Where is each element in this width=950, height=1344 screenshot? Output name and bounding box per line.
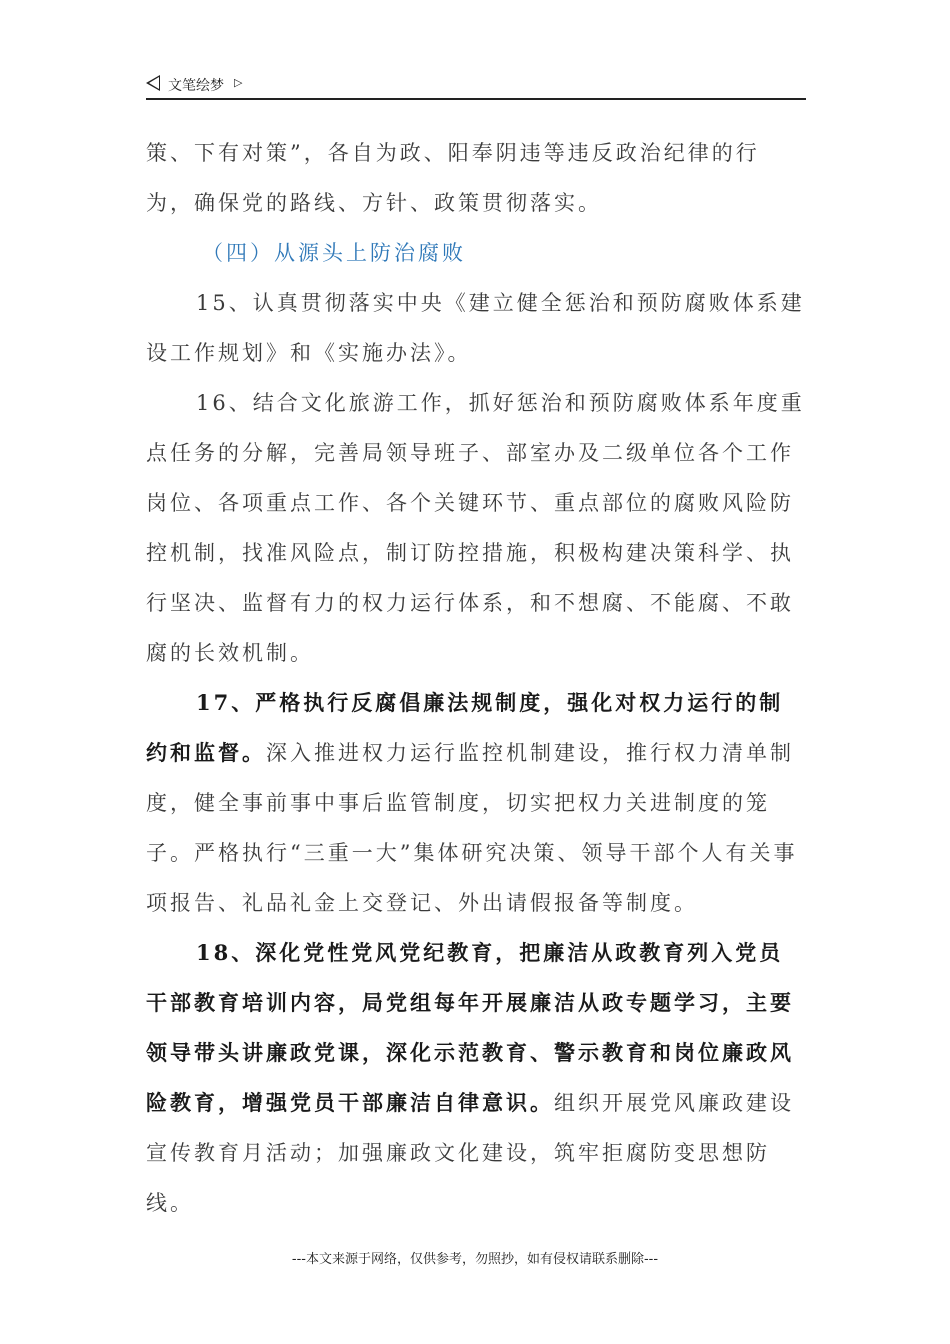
- left-triangle-icon: [146, 75, 160, 91]
- page-header: [146, 72, 806, 100]
- paragraph-17-lead: 17、严格执行反腐倡廉法规制度，强化对权力运行的制约和监督。: [146, 690, 784, 765]
- section-heading-4: （四）从源头上防治腐败: [202, 241, 466, 265]
- paragraph-15: 15、认真贯彻落实中央《建立健全惩治和预防腐败体系建设工作规划》和《实施办法》。: [146, 291, 805, 365]
- document-body: [146, 128, 806, 1228]
- paragraph-18-lead: 18、深化党性党风党纪教育，把廉洁从政教育列入党员干部教育培训内容，局党组每年开展廉洁从政专题学习，主要领导带头讲廉政党课，深化示范教育、警示教育和岗位廉政风险教育，增强党员干部廉洁自律意识。: [146, 940, 794, 1115]
- paragraph-18-body: 组织开展党风廉政建设宣传教育月活动；加强廉政文化建设，筑牢拒腐防变思想防线。: [146, 1091, 794, 1215]
- right-triangle-icon: ▷: [234, 76, 243, 89]
- paragraph-17: [146, 678, 806, 928]
- paragraph-16: 16、结合文化旅游工作，抓好惩治和预防腐败体系年度重点任务的分解，完善局领导班子、部室办及二级单位各个工作岗位、各项重点工作、各个关键环节、重点部位的腐败风险防控机制，找准风险点，制订防控措施，积极构建决策科学、执行坚决、监督有力的权力运行体系，和不想腐、不能腐、不敢腐的长效机制。: [146, 391, 805, 665]
- paragraph-18: [146, 928, 806, 1228]
- paragraph-continuation: 策、下有对策”，各自为政、阳奉阴违等违反政治纪律的行为，确保党的路线、方针、政策贯彻落实。: [146, 141, 760, 215]
- page-footer: ---本文来源于网络，仅供参考，勿照抄，如有侵权请联系删除---: [291, 1252, 659, 1267]
- paragraph-17-body: 深入推进权力运行监控机制建设，推行权力清单制度，健全事前事中事后监管制度，切实把权力关进制度的笼子。严格执行“三重一大”集体研究决策、领导干部个人有关事项报告、礼品礼金上交登记、外出请假报备等制度。: [146, 741, 798, 915]
- header-title: 文笔绘梦: [168, 78, 224, 94]
